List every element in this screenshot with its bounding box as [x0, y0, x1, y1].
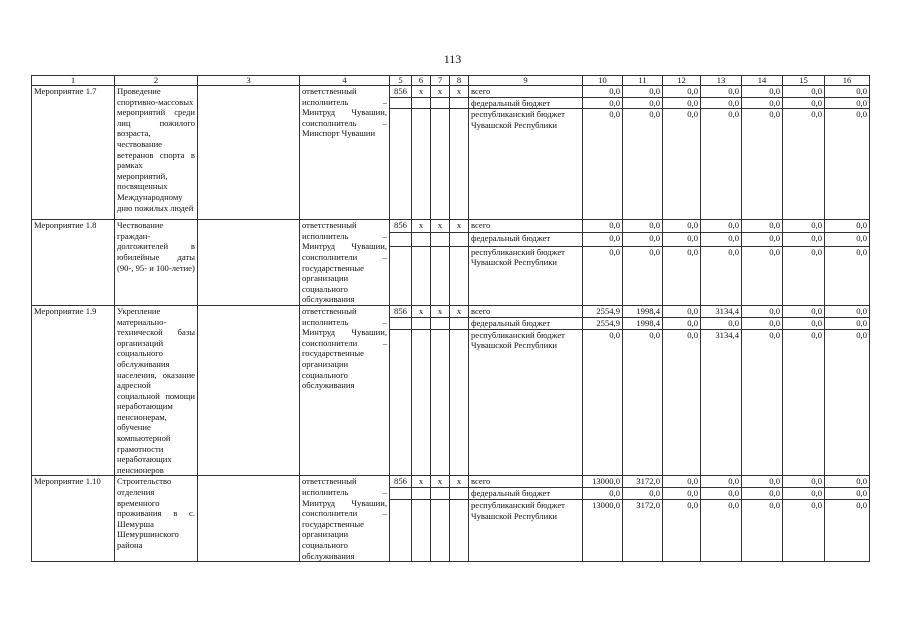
value-cell: 3172,0	[623, 476, 663, 488]
event-col3	[198, 305, 300, 476]
page-number: 113	[443, 52, 462, 66]
value-cell: 3134,4	[701, 329, 742, 476]
value-cell: 0,0	[783, 305, 825, 317]
event-code-856-empty	[390, 97, 412, 109]
event-title: Чествование граждан-долгожителей в юбилейные даты (90-, 95- и 100-летие)	[115, 220, 198, 306]
event-col6-empty	[412, 246, 431, 305]
event-col8-empty	[450, 500, 469, 562]
value-cell: 0,0	[663, 246, 701, 305]
event-col7-empty	[431, 488, 450, 500]
table-row	[32, 476, 870, 488]
value-cell: 0,0	[663, 305, 701, 317]
value-cell: 0,0	[783, 488, 825, 500]
value-cell: 0,0	[583, 246, 623, 305]
value-cell: 0,0	[663, 86, 701, 98]
value-cell: 0,0	[583, 329, 623, 476]
column-header-12: 12	[663, 76, 701, 86]
event-col6-empty	[412, 233, 431, 246]
funding-source: федеральный бюджет	[469, 488, 583, 500]
event-col3	[198, 476, 300, 562]
event-title: Проведение спортивно-массовых мероприятий среди лиц пожилого возраста, чествование ветеранов спорта в рамках мероприятий, посвященных Международному дню пожилых людей	[115, 86, 198, 220]
value-cell: 0,0	[825, 97, 870, 109]
value-cell: 0,0	[825, 109, 870, 220]
value-cell: 0,0	[825, 86, 870, 98]
value-cell: 0,0	[583, 488, 623, 500]
funding-source: республиканский бюджет Чувашской Республики	[469, 329, 583, 476]
event-col6: х	[412, 305, 431, 317]
value-cell: 13000,0	[583, 476, 623, 488]
event-code-856-empty	[390, 500, 412, 562]
value-cell: 3134,4	[701, 305, 742, 317]
value-cell: 0,0	[742, 233, 783, 246]
value-cell: 0,0	[783, 476, 825, 488]
event-executor: ответственный исполнитель – Минтруд Чувашии, соисполнители – государственные организации социального обслуживания	[300, 220, 390, 306]
event-col6-empty	[412, 329, 431, 476]
event-code-856-empty	[390, 109, 412, 220]
value-cell: 1998,4	[623, 305, 663, 317]
funding-source: федеральный бюджет	[469, 97, 583, 109]
event-col7: х	[431, 476, 450, 488]
value-cell: 0,0	[663, 233, 701, 246]
event-col8-empty	[450, 97, 469, 109]
event-code: Мероприятие 1.10	[32, 476, 115, 562]
event-col8-empty	[450, 233, 469, 246]
event-code: Мероприятие 1.9	[32, 305, 115, 476]
value-cell: 0,0	[701, 488, 742, 500]
value-cell: 0,0	[623, 488, 663, 500]
value-cell: 0,0	[825, 329, 870, 476]
value-cell: 0,0	[583, 86, 623, 98]
value-cell: 0,0	[783, 317, 825, 329]
event-title: Строительство отделения временного проживания в с. Шемурша Шемуршинского района	[115, 476, 198, 562]
event-code-856-empty	[390, 246, 412, 305]
event-col7: х	[431, 220, 450, 233]
event-col7-empty	[431, 233, 450, 246]
value-cell: 0,0	[663, 476, 701, 488]
column-header-11: 11	[623, 76, 663, 86]
header-row	[32, 76, 870, 86]
event-col8-empty	[450, 488, 469, 500]
event-col7-empty	[431, 97, 450, 109]
value-cell: 0,0	[742, 329, 783, 476]
value-cell: 0,0	[825, 500, 870, 562]
column-header-16: 16	[825, 76, 870, 86]
value-cell: 0,0	[825, 305, 870, 317]
event-col8: х	[450, 305, 469, 317]
value-cell: 0,0	[701, 246, 742, 305]
value-cell: 3172,0	[623, 500, 663, 562]
value-cell: 0,0	[825, 233, 870, 246]
event-executor: ответственный исполнитель – Минтруд Чувашии, соисполнитель – Минспорт Чувашии	[300, 86, 390, 220]
event-col3	[198, 86, 300, 220]
value-cell: 0,0	[663, 500, 701, 562]
value-cell: 0,0	[701, 476, 742, 488]
value-cell: 0,0	[663, 488, 701, 500]
column-header-14: 14	[742, 76, 783, 86]
value-cell: 0,0	[825, 246, 870, 305]
value-cell: 0,0	[742, 476, 783, 488]
value-cell: 0,0	[825, 220, 870, 233]
value-cell: 0,0	[701, 233, 742, 246]
event-col8: х	[450, 220, 469, 233]
event-code: Мероприятие 1.8	[32, 220, 115, 306]
event-col8: х	[450, 476, 469, 488]
event-col6: х	[412, 86, 431, 98]
funding-source: всего	[469, 220, 583, 233]
event-col7-empty	[431, 317, 450, 329]
value-cell: 0,0	[663, 329, 701, 476]
value-cell: 0,0	[623, 97, 663, 109]
value-cell: 0,0	[623, 109, 663, 220]
event-code-856-empty	[390, 488, 412, 500]
budget-table	[31, 75, 870, 562]
event-code-856: 856	[390, 220, 412, 233]
event-col7-empty	[431, 500, 450, 562]
event-col6-empty	[412, 97, 431, 109]
column-header-3: 3	[198, 76, 300, 86]
value-cell: 0,0	[623, 246, 663, 305]
value-cell: 0,0	[583, 233, 623, 246]
value-cell: 0,0	[701, 97, 742, 109]
value-cell: 0,0	[701, 317, 742, 329]
column-header-8: 8	[450, 76, 469, 86]
table-row	[32, 220, 870, 233]
event-col6-empty	[412, 317, 431, 329]
column-header-13: 13	[701, 76, 742, 86]
funding-source: республиканский бюджет Чувашской Республики	[469, 109, 583, 220]
value-cell: 0,0	[742, 97, 783, 109]
value-cell: 0,0	[742, 305, 783, 317]
table-body	[32, 76, 870, 562]
value-cell: 13000,0	[583, 500, 623, 562]
event-col8: х	[450, 86, 469, 98]
value-cell: 0,0	[663, 317, 701, 329]
column-header-1: 1	[32, 76, 115, 86]
value-cell: 2554,9	[583, 317, 623, 329]
table-row	[32, 305, 870, 317]
column-header-5: 5	[390, 76, 412, 86]
value-cell: 0,0	[783, 86, 825, 98]
funding-source: федеральный бюджет	[469, 233, 583, 246]
event-col6-empty	[412, 500, 431, 562]
value-cell: 0,0	[742, 317, 783, 329]
funding-source: федеральный бюджет	[469, 317, 583, 329]
event-col6: х	[412, 220, 431, 233]
value-cell: 0,0	[783, 109, 825, 220]
value-cell: 0,0	[742, 109, 783, 220]
value-cell: 1998,4	[623, 317, 663, 329]
value-cell: 0,0	[825, 488, 870, 500]
value-cell: 0,0	[701, 86, 742, 98]
value-cell: 0,0	[701, 500, 742, 562]
funding-source: республиканский бюджет Чувашской Республики	[469, 500, 583, 562]
event-code-856: 856	[390, 86, 412, 98]
value-cell: 0,0	[742, 86, 783, 98]
funding-source: республиканский бюджет Чувашской Республики	[469, 246, 583, 305]
event-col8-empty	[450, 317, 469, 329]
event-code-856-empty	[390, 233, 412, 246]
value-cell: 0,0	[783, 233, 825, 246]
event-col8-empty	[450, 109, 469, 220]
column-header-7: 7	[431, 76, 450, 86]
value-cell: 0,0	[663, 220, 701, 233]
event-code-856-empty	[390, 317, 412, 329]
event-code: Мероприятие 1.7	[32, 86, 115, 220]
value-cell: 0,0	[783, 246, 825, 305]
event-col7: х	[431, 305, 450, 317]
value-cell: 0,0	[742, 500, 783, 562]
value-cell: 2554,9	[583, 305, 623, 317]
value-cell: 0,0	[623, 329, 663, 476]
table-row	[32, 86, 870, 98]
value-cell: 0,0	[742, 488, 783, 500]
funding-source: всего	[469, 86, 583, 98]
value-cell: 0,0	[742, 220, 783, 233]
column-header-9: 9	[469, 76, 583, 86]
value-cell: 0,0	[742, 246, 783, 305]
value-cell: 0,0	[663, 109, 701, 220]
value-cell: 0,0	[701, 109, 742, 220]
event-col7: х	[431, 86, 450, 98]
value-cell: 0,0	[583, 97, 623, 109]
event-title: Укрепление материально-технической базы организаций социального обслуживания населения, оказание адресной социальной помощи неработающим пенсионерам, обучение компьютерной грамотности неработающих пенсионеров	[115, 305, 198, 476]
column-header-15: 15	[783, 76, 825, 86]
value-cell: 0,0	[783, 329, 825, 476]
event-col3	[198, 220, 300, 306]
event-col6-empty	[412, 488, 431, 500]
event-col6-empty	[412, 109, 431, 220]
value-cell: 0,0	[825, 476, 870, 488]
event-col7-empty	[431, 246, 450, 305]
event-col8-empty	[450, 246, 469, 305]
value-cell: 0,0	[701, 220, 742, 233]
event-col7-empty	[431, 329, 450, 476]
value-cell: 0,0	[623, 233, 663, 246]
value-cell: 0,0	[623, 220, 663, 233]
value-cell: 0,0	[825, 317, 870, 329]
value-cell: 0,0	[583, 109, 623, 220]
event-code-856: 856	[390, 305, 412, 317]
value-cell: 0,0	[663, 97, 701, 109]
funding-source: всего	[469, 476, 583, 488]
column-header-4: 4	[300, 76, 390, 86]
value-cell: 0,0	[623, 86, 663, 98]
event-code-856-empty	[390, 329, 412, 476]
value-cell: 0,0	[583, 220, 623, 233]
event-col8-empty	[450, 329, 469, 476]
event-col6: х	[412, 476, 431, 488]
column-header-10: 10	[583, 76, 623, 86]
funding-source: всего	[469, 305, 583, 317]
value-cell: 0,0	[783, 220, 825, 233]
value-cell: 0,0	[783, 500, 825, 562]
column-header-2: 2	[115, 76, 198, 86]
value-cell: 0,0	[783, 97, 825, 109]
column-header-6: 6	[412, 76, 431, 86]
event-col7-empty	[431, 109, 450, 220]
event-executor: ответственный исполнитель – Минтруд Чувашии, соисполнители – государственные организации социального обслуживания	[300, 476, 390, 562]
event-executor: ответственный исполнитель – Минтруд Чувашии, соисполнители – государственные организации социального обслуживания	[300, 305, 390, 476]
event-code-856: 856	[390, 476, 412, 488]
